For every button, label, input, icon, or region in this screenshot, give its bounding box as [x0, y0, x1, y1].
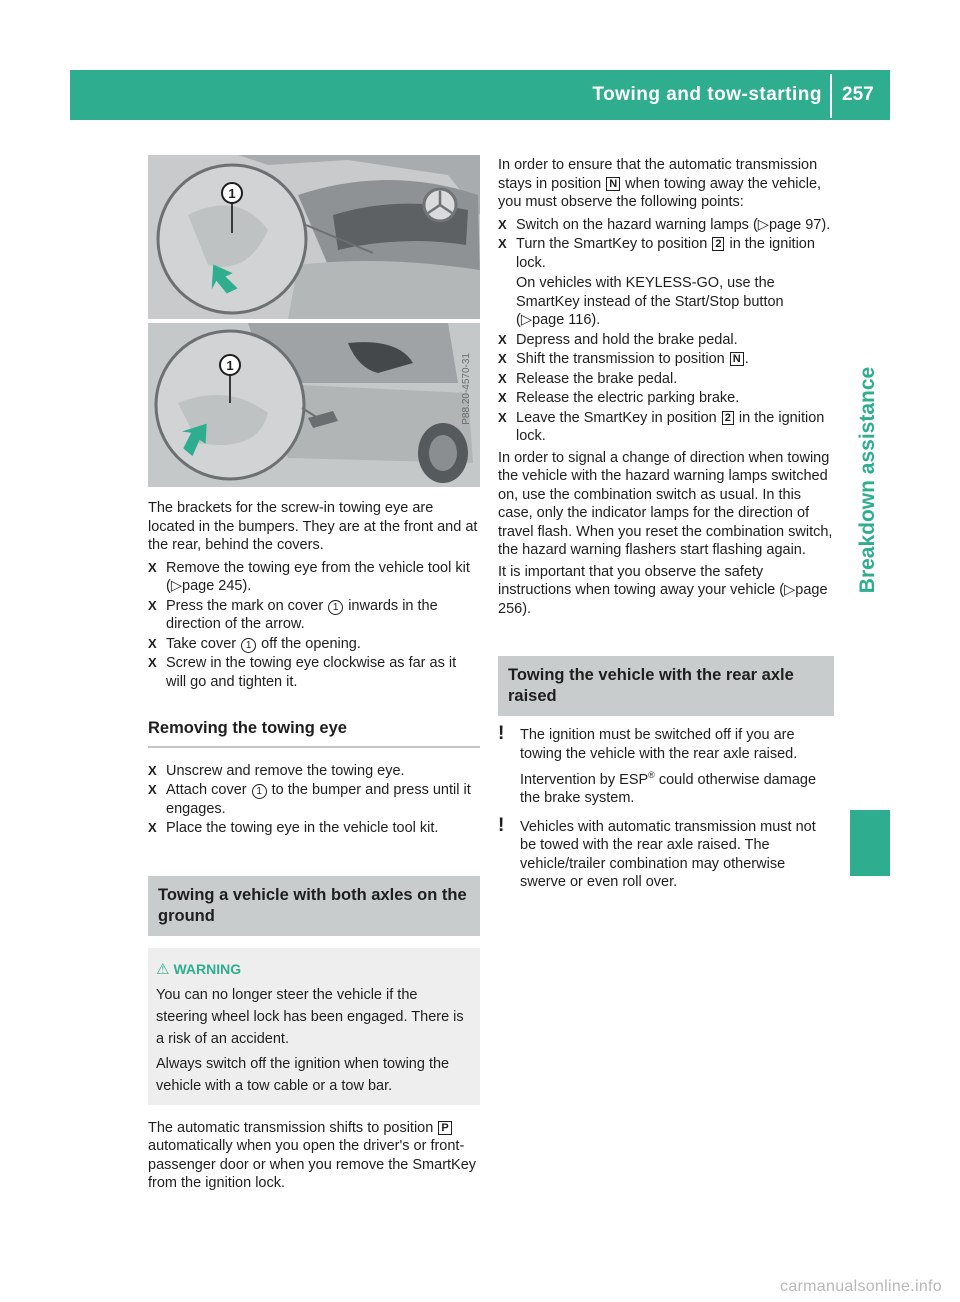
list-item: X Take cover 1 off the opening. [148, 635, 361, 652]
step-marker-icon: X [148, 597, 157, 613]
rear-bumper-drawing [148, 323, 480, 487]
page-ref-link[interactable]: page 245). [182, 578, 252, 594]
list-item: X Release the brake pedal. [498, 370, 678, 387]
list-item: X Leave the SmartKey in position 2 in the ignition lock. [498, 409, 825, 444]
list-item: X Shift the transmission to position N . [498, 351, 749, 367]
brackets-intro: The brackets for the screw-in towing eye are located in the bumpers. They are at the front and at the rear, behind the covers. [148, 500, 478, 553]
side-tab-label: Breakdown assistance [855, 366, 879, 594]
gear-position-badge: P [438, 1121, 451, 1135]
list-item: X Turn the SmartKey to position 2 in the ignition lock. On vehicles with KEYLESS-GO, use the SmartKey instead of the Start/Stop button (▷page 116). [498, 235, 834, 330]
step-marker-icon: X [148, 820, 157, 835]
section-title: Towing and tow-starting [592, 84, 822, 105]
cover-callout-badge: 1 [252, 784, 267, 799]
list-item: X Remove the towing eye from the vehicle tool kit (▷page 245). [148, 559, 470, 594]
caution-note: ! The ignition must be switched off if you are towing the vehicle with the rear axle raised. Intervention by ESP® could otherwise damage the brake system. [498, 723, 817, 807]
removing-steps [148, 762, 480, 838]
figure-callout-1-rear: 1 [226, 358, 234, 373]
front-bumper-drawing [148, 155, 480, 319]
list-item: X Press the mark on cover 1 inwards in the direction of the arrow. [148, 597, 438, 632]
list-item: X Release the electric parking brake. [498, 390, 740, 406]
page-ref-arrow-icon: ▷ [757, 216, 769, 233]
step-marker-icon: X [148, 635, 157, 651]
exclamation-icon: ! [498, 723, 505, 744]
safety-text: It is important that you observe the safety instructions when towing away your vehicle (▷page 256). [498, 563, 828, 617]
page-ref-arrow-icon: ▷ [170, 578, 182, 594]
page-ref-link[interactable]: page 116). [532, 312, 601, 328]
step-marker-icon: X [148, 762, 157, 778]
cover-callout-badge: 1 [328, 600, 343, 615]
rear-axle-heading: Towing the vehicle with the rear axle raised [498, 656, 834, 716]
direction-signal-text: In order to signal a change of direction when towing the vehicle with the hazard warning lamps switched on, use the combination switch as usual. In this case, only the indicator lamps for the direction of travel flash. When you reset the combination switch, the hazard warning flashers start flashing again. [498, 449, 833, 558]
list-item: X Place the towing eye in the vehicle tool kit. [148, 820, 439, 836]
front-bumper-figure [148, 155, 480, 319]
warning-text: Always switch off the ignition when towing the vehicle with a tow cable or a tow bar. [156, 1055, 450, 1094]
page-ref-link[interactable]: page 256). [498, 582, 828, 617]
step-marker-icon: X [498, 409, 507, 425]
auto-transmission-text: The automatic transmission shifts to position P automatically when you open the driver's or front-passenger door or when you remove the SmartKey from the ignition lock. [148, 1119, 477, 1191]
key-position-badge: 2 [712, 237, 724, 251]
header-divider [830, 74, 832, 118]
right-column [498, 156, 834, 892]
towing-intro: In order to ensure that the automatic transmission stays in position N when towing away the vehicle, you must observe the following points: [498, 157, 822, 210]
cover-callout-badge: 1 [241, 638, 256, 653]
page-ref-arrow-icon: ▷ [520, 312, 532, 328]
keyless-go-note: On vehicles with KEYLESS-GO, use the SmartKey instead of the Start/Stop button (▷page 116). [516, 275, 784, 328]
warning-text: You can no longer steer the vehicle if the steering wheel lock has been engaged. There is a risk of an accident. [156, 986, 464, 1047]
page-ref-arrow-icon: ▷ [784, 582, 796, 598]
step-marker-icon: X [498, 390, 507, 405]
step-marker-icon: X [498, 370, 507, 386]
list-item: X Switch on the hazard warning lamps (▷page 97). [498, 216, 831, 233]
list-item: X Unscrew and remove the towing eye. [148, 762, 405, 779]
step-marker-icon: X [498, 331, 507, 347]
gear-position-badge: N [606, 177, 620, 191]
caution-note: ! Vehicles with automatic transmission must not be towed with the rear axle raised. The vehicle/trailer combination may otherwise swerve or even roll over. [498, 814, 816, 891]
page-number: 257 [842, 84, 874, 105]
side-tab-marker [850, 810, 890, 876]
warning-triangle-icon: ⚠ [156, 960, 170, 978]
exclamation-icon: ! [498, 814, 505, 836]
left-column [148, 155, 480, 1193]
step-marker-icon: X [498, 351, 507, 366]
rear-bumper-figure [148, 323, 480, 487]
key-position-badge: 2 [722, 411, 734, 425]
step-marker-icon: X [498, 236, 507, 251]
list-item: X Screw in the towing eye clockwise as far as it will go and tighten it. [148, 655, 457, 690]
installing-steps [148, 559, 480, 692]
list-item: X Attach cover 1 to the bumper and press until it engages. [148, 782, 471, 817]
towing-steps [498, 216, 834, 446]
step-marker-icon: X [148, 782, 157, 797]
step-marker-icon: X [148, 655, 157, 670]
list-item: X Depress and hold the brake pedal. [498, 331, 738, 348]
watermark-text: carmanualsonline.info [780, 1277, 942, 1295]
removing-heading: Removing the towing eye [148, 719, 480, 748]
warning-box [148, 948, 480, 1105]
both-axles-heading: Towing a vehicle with both axles on the ground [148, 876, 480, 936]
page-ref-link[interactable]: page 97). [768, 216, 831, 233]
figure-callout-1: 1 [228, 186, 236, 201]
step-marker-icon: X [498, 216, 507, 232]
warning-header: ⚠ WARNING [156, 958, 472, 981]
figure-code: P88.20-4570-31 [460, 353, 472, 425]
gear-position-badge: N [730, 352, 744, 366]
registered-mark: ® [648, 770, 655, 780]
step-marker-icon: X [148, 559, 157, 575]
